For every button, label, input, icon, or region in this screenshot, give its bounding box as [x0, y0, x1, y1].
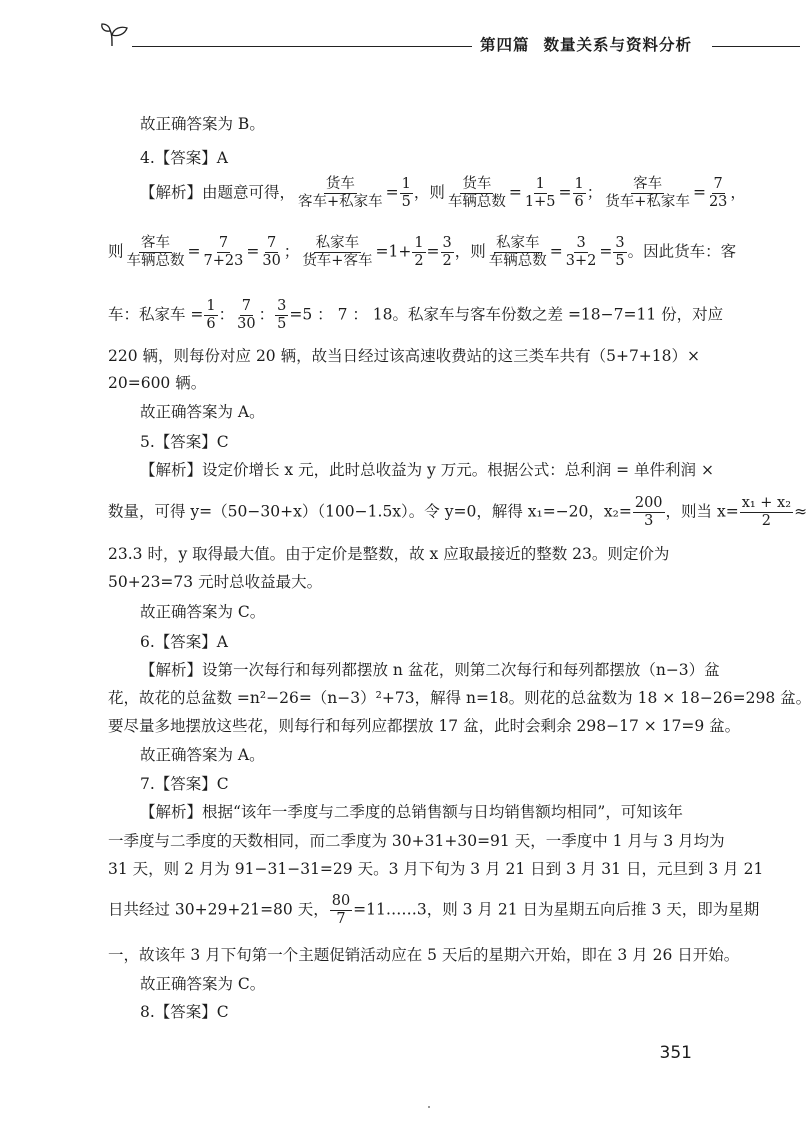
numerator: 货车	[325, 176, 355, 192]
q7-explain-line-3: 31 天，则 2 月为 91−31−31=29 天。3 月下旬为 3 月 21 日到 3 月 31 日，元旦到 3 月 21	[108, 860, 764, 878]
denominator: 货车+私家车	[605, 194, 690, 210]
q7-explain-line-2: 一季度与二季度的天数相同，而二季度为 30+31+30=91 天，一季度中 1 月与 3 月均为	[108, 832, 725, 850]
denominator: 5	[401, 194, 411, 210]
text: =5 ： 7 ： 18。私家车与客车份数之差 =18−7=11 份，对应	[289, 305, 724, 324]
header-section: 第四篇	[480, 36, 530, 54]
numerator: 3	[442, 235, 452, 251]
fraction	[400, 176, 413, 211]
scan-speck	[428, 1106, 430, 1108]
fraction	[235, 298, 257, 333]
answer-line: 故正确答案为 C。	[140, 975, 266, 993]
numerator: 200	[634, 495, 663, 511]
q5-explain-line-3: 23.3 时，y 取得最大值。由于定价是整数，故 x 应取最接近的整数 23。则定价为	[108, 545, 670, 563]
denominator: 30	[237, 316, 256, 332]
text: ，则当 x=	[665, 502, 739, 521]
fraction	[603, 176, 692, 211]
running-header	[480, 33, 706, 55]
q5-explain-line-2	[108, 495, 808, 530]
q6-explain-line-2: 花，故花的总盆数 =n²−26=（n−3）²+73，解得 n=18。则花的总盆数为 18 × 18−26=298 盆。	[108, 689, 811, 707]
denominator: 2	[442, 253, 452, 269]
numerator: 3	[277, 298, 287, 314]
q7-explain-line-5: 一，故该年 3 月下旬第一个主题促销活动应在 5 天后的星期六开始，即在 3 月 26 日开始。	[108, 946, 740, 964]
numerator: 客车	[633, 176, 663, 192]
fraction	[523, 176, 558, 211]
numerator: x₁ + x₂	[741, 495, 792, 511]
text: 【解析】由题意可得，	[140, 183, 296, 202]
numerator: 客车	[141, 235, 171, 251]
fraction	[446, 176, 508, 211]
text: =11……3，则 3 月 21 日为星期五向后推 3 天，即为星期	[353, 900, 760, 919]
text: ≈	[794, 502, 808, 521]
q6-explain-line-3: 要尽量多地摆放这些花，则每行和每列应都摆放 17 盆，此时会剩余 298−17 × 17=9 盆。	[108, 717, 741, 735]
numerator: 7	[218, 235, 229, 251]
header-rule-right	[712, 46, 800, 47]
denominator: 货车+客车	[302, 253, 373, 269]
numerator: 1	[574, 176, 584, 192]
text: 。因此货车：客	[627, 242, 737, 261]
denominator: 6	[206, 316, 216, 332]
numerator: 1	[535, 176, 545, 192]
denominator: 23	[708, 194, 728, 210]
text: ，则	[413, 183, 445, 202]
numerator: 货车	[462, 176, 492, 192]
question-head: 4.【答案】A	[140, 149, 228, 167]
fraction	[564, 235, 599, 270]
numerator: 私家车	[496, 235, 540, 251]
q4-explain-line-1: 【解析】由题意可得， $\frac{\text{货车}}{\text{客车+私家车}}$ = $\frac{1}{5}$ ，则 $\frac{\text{货车}}{\text{车辆总数}}$ = $\frac{1}{1+5}$ = $\frac{1}{6}$ ； $\frac{\text{客车}}{\text{货车+私家车}}$ = $\frac{7}{23}$ ，	[140, 176, 746, 210]
text: 车：私家车 =	[108, 305, 204, 324]
header-rule-left	[132, 46, 472, 47]
denominator: 30	[262, 253, 281, 269]
fraction	[707, 176, 729, 211]
q4-explain-line-3: 车：私家车 = $\frac{1}{6}$ ： $\frac{7}{30}$ ： $\frac{3}{5}$ =5 ： 7 ： 18。私家车与客车份数之差 =18−7=11 份，对应	[108, 298, 724, 332]
denominator: 客车+私家车	[298, 194, 383, 210]
numerator: 7	[713, 176, 723, 192]
q5-explain-line-1: 【解析】设定价增长 x 元，此时总收益为 y 万元。根据公式：总利润 = 单件利润 ×	[140, 461, 714, 479]
text: 则	[108, 242, 124, 261]
q4-explain-line-5: 20=600 辆。	[108, 374, 207, 392]
fraction	[300, 235, 374, 270]
fraction	[330, 893, 352, 928]
numerator: 7	[266, 235, 277, 251]
fraction	[487, 235, 549, 270]
q7-explain-line-1: 【解析】根据“该年一季度与二季度的总销售额与日均销售额均相同”，可知该年	[140, 803, 683, 821]
fraction	[613, 235, 626, 270]
q4-explain-line-4: 220 辆，则每份对应 20 辆，故当日经过该高速收费站的这三类车共有（5+7+18）×	[108, 347, 700, 365]
denominator: 车辆总数	[447, 194, 506, 210]
fraction	[125, 235, 187, 270]
numerator: 80	[331, 893, 351, 909]
numerator: 3	[615, 235, 625, 251]
q7-explain-line-4	[108, 893, 760, 928]
denominator: 5	[615, 253, 625, 269]
numerator: 私家车	[315, 235, 360, 251]
denominator: 6	[574, 194, 584, 210]
fraction	[441, 235, 454, 270]
question-head: 8.【答案】C	[140, 1003, 229, 1021]
answer-line: 故正确答案为 B。	[140, 115, 265, 133]
denominator: 车辆总数	[126, 253, 185, 269]
denominator: 7+23	[203, 253, 244, 269]
denominator: 2	[414, 253, 424, 269]
numerator: 3	[576, 235, 586, 251]
denominator: 车辆总数	[488, 253, 547, 269]
page-number: 351	[659, 1043, 692, 1063]
fraction	[633, 495, 665, 530]
q5-explain-line-4: 50+23=73 元时总收益最大。	[108, 573, 323, 591]
fraction	[296, 176, 385, 211]
question-head: 7.【答案】C	[140, 775, 229, 793]
numerator: 1	[414, 235, 424, 251]
denominator: 3	[644, 513, 654, 529]
numerator: 1	[401, 176, 411, 192]
denominator: 3+2	[565, 253, 597, 269]
question-head: 5.【答案】C	[140, 433, 229, 451]
answer-line: 故正确答案为 A。	[140, 403, 265, 421]
text: 日共经过 30+29+21=80 天，	[108, 900, 329, 919]
answer-line: 故正确答案为 A。	[140, 746, 265, 764]
denominator: 5	[277, 316, 287, 332]
question-head: 6.【答案】A	[140, 633, 228, 651]
fraction	[260, 235, 282, 270]
denominator: 2	[761, 513, 771, 529]
denominator: 7	[336, 911, 346, 927]
q6-explain-line-1: 【解析】设第一次每行和每列都摆放 n 盆花，则第二次每行和每列都摆放（n−3）盆	[140, 661, 720, 679]
header-title: 数量关系与资料分析	[543, 36, 693, 54]
fraction	[740, 495, 793, 530]
denominator: 1+5	[524, 194, 556, 210]
numerator: 7	[241, 298, 252, 314]
q4-explain-line-2: 则 $\frac{\text{客车}}{\text{车辆总数}}$ = $\frac{7}{7+23}$ = $\frac{7}{30}$ ； $\frac{\text{私家车}}{\text{货车+客车}}$ =1+ $\frac{1}{2}$ = $\frac{3}{2}$ ，则 $\frac{\text{私家车}}{\text{车辆总数}}$ = $\frac{3}{3+2}$ = $\frac{3}{5}$ 。因此货车：客	[108, 235, 737, 269]
fraction	[573, 176, 586, 211]
fraction	[202, 235, 246, 270]
numerator: 1	[206, 298, 216, 314]
text: 数量，可得 y=（50−30+x）（100−1.5x）。令 y=0，解得 x₁=−20，x₂=	[108, 502, 632, 521]
fraction	[412, 235, 425, 270]
fraction	[275, 298, 288, 333]
sprout-logo-icon	[100, 22, 130, 48]
answer-line: 故正确答案为 C。	[140, 603, 266, 621]
fraction	[204, 298, 217, 333]
